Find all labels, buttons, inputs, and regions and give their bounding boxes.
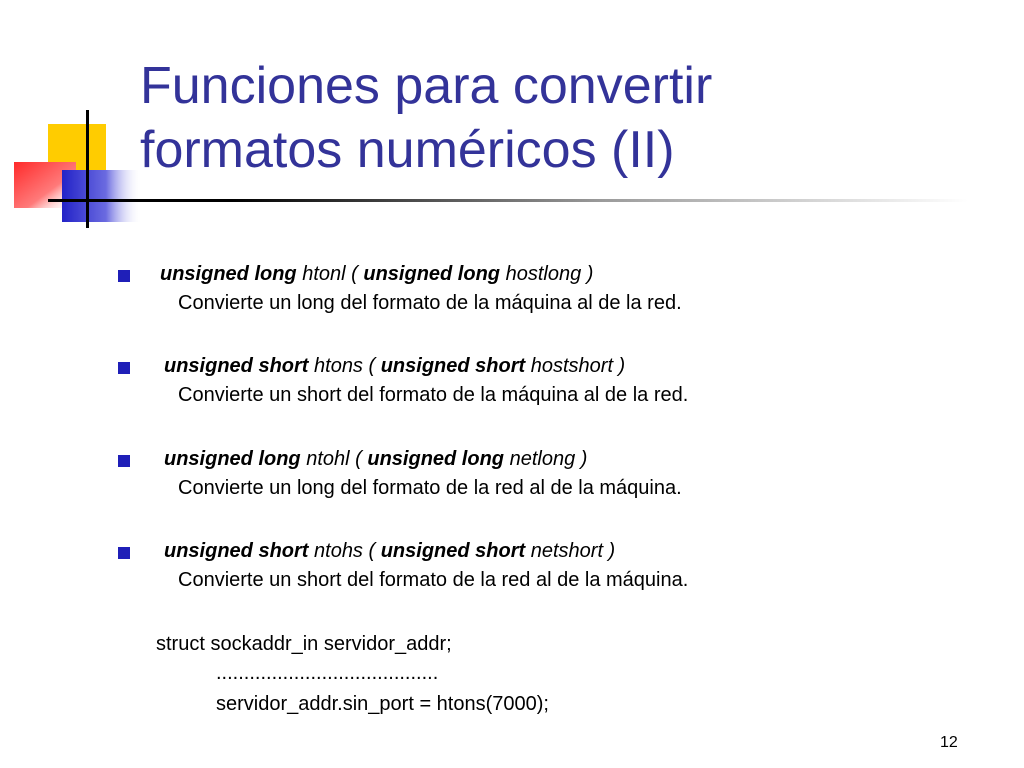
code-line-assignment: servidor_addr.sin_port = htons(7000); [216,693,549,715]
function-signature [164,537,615,566]
param-name: netshort ) [525,540,616,562]
title-divider [48,199,968,202]
function-name: htons ( [308,355,381,377]
function-description: Convierte un short del formato de la máquina al de la red. [178,384,689,406]
function-signature [160,260,593,289]
slide-title-line-2: formatos numéricos (II) [140,121,675,179]
slide-title [140,54,1000,182]
param-name: hostshort ) [525,355,626,377]
bullet-square-icon [118,547,130,559]
page-number: 12 [940,734,958,751]
code-line-declaration: struct sockaddr_in servidor_addr; [156,633,452,655]
param-type: unsigned short [380,540,526,562]
function-description: Convierte un long del formato de la máquina al de la red. [178,292,682,314]
function-description: Convierte un short del formato de la red al de la máquina. [178,569,689,591]
function-name: ntohs ( [308,540,381,562]
return-type: unsigned long [160,263,297,285]
function-name: ntohl ( [300,448,368,470]
param-type: unsigned long [367,448,505,470]
slide-title-line-1: Funciones para convertir [140,57,713,115]
code-line-ellipsis: ........................................ [216,662,439,684]
return-type: unsigned long [164,448,301,470]
logo-blue-rect [62,170,142,222]
return-type: unsigned short [164,540,309,562]
param-name: netlong ) [504,448,588,470]
function-signature [164,352,625,381]
param-type: unsigned short [380,355,526,377]
bullet-square-icon [118,455,130,467]
param-name: hostlong ) [500,263,594,285]
function-description: Convierte un long del formato de la red al de la máquina. [178,477,682,499]
logo-vertical-line [86,110,89,228]
function-signature [164,445,587,474]
function-name: htonl ( [296,263,364,285]
return-type: unsigned short [164,355,309,377]
bullet-square-icon [118,362,130,374]
param-type: unsigned long [363,263,501,285]
corner-logo [0,0,160,240]
bullet-square-icon [118,270,130,282]
